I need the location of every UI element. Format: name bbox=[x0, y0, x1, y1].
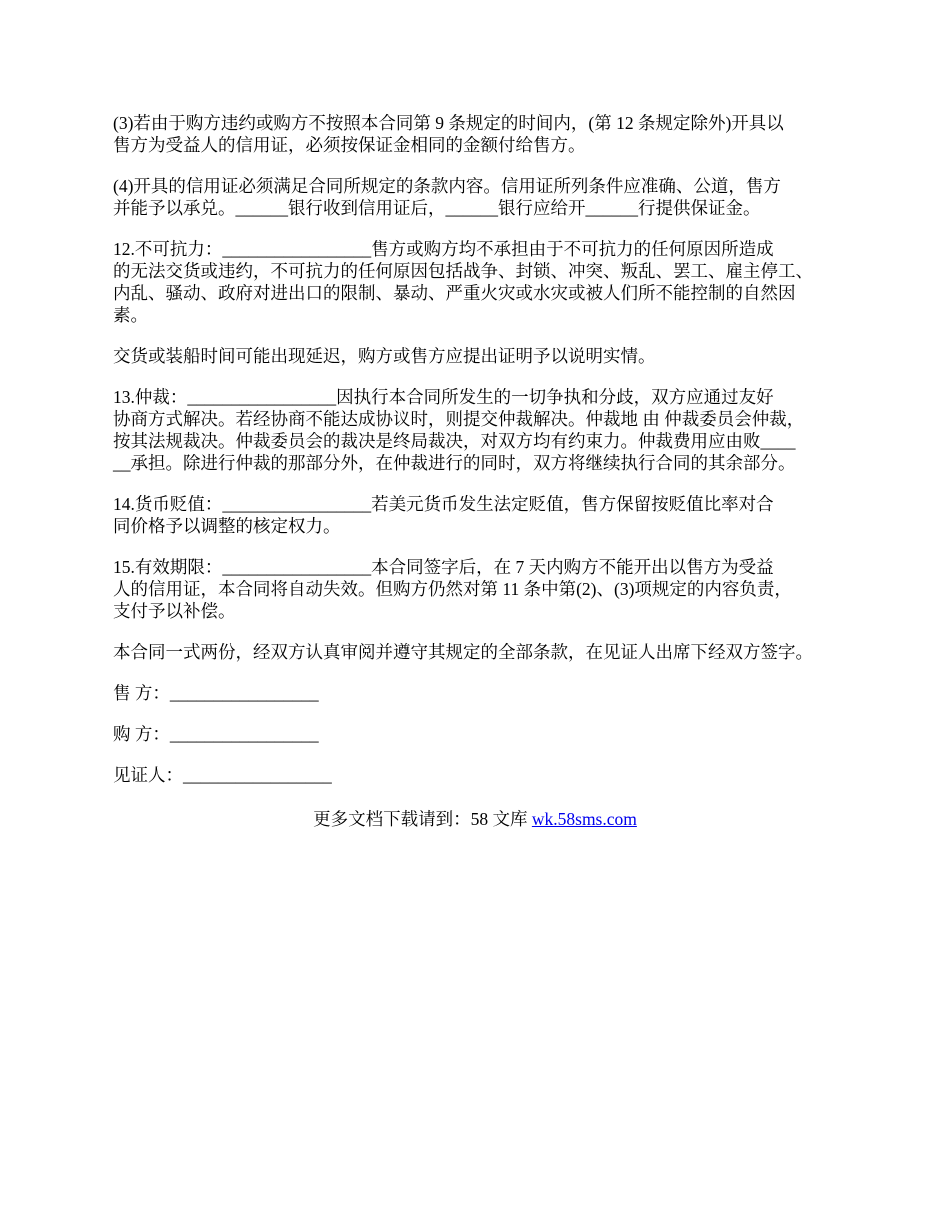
clause-11-item-3 bbox=[113, 112, 853, 156]
text-line: 14.货币贬值：_________________若美元货币发生法定贬值，售方保留按贬值比率对合 bbox=[113, 494, 774, 514]
clause-14-currency bbox=[113, 493, 853, 537]
text-line: 协商方式解决。若经协商不能达成协议时，则提交仲裁解决。仲裁地 由 仲裁委员会仲裁， bbox=[113, 409, 805, 429]
clause-15-validity bbox=[113, 556, 853, 622]
footer bbox=[0, 808, 950, 830]
text-line: 内乱、骚动、政府对进出口的限制、暴动、严重火灾或水灾或被人们所不能控制的自然因 bbox=[113, 283, 796, 303]
text-line: (3)若由于购方违约或购方不按照本合同第 9 条规定的时间内，(第 12 条规定除外)开具以 bbox=[113, 113, 784, 133]
clause-13-arbitration bbox=[113, 386, 853, 474]
buyer-signature: 购 方：_________________ bbox=[113, 724, 319, 744]
text-line: 本合同一式两份，经双方认真审阅并遵守其规定的全部条款，在见证人出席下经双方签字。 bbox=[113, 642, 813, 662]
document-body bbox=[113, 112, 853, 805]
text-line: __承担。除进行仲裁的那部分外，在仲裁进行的同时，双方将继续执行合同的其余部分。 bbox=[113, 453, 796, 473]
text-line: 支付予以补偿。 bbox=[113, 601, 236, 621]
seller-signature: 售 方：_________________ bbox=[113, 683, 319, 703]
text-line: 交货或装船时间可能出现延迟，购方或售方应提出证明予以说明实情。 bbox=[113, 346, 656, 366]
text-line: 12.不可抗力：_________________售方或购方均不承担由于不可抗力的任何原因所造成 bbox=[113, 239, 774, 259]
footer-text: 更多文档下载请到：58 文库 bbox=[313, 809, 532, 829]
clause-12-force-majeure bbox=[113, 238, 853, 326]
text-line: 的无法交货或违约，不可抗力的任何原因包括战争、封锁、冲突、叛乱、罢工、雇主停工、 bbox=[113, 261, 813, 281]
text-line: 人的信用证，本合同将自动失效。但购方仍然对第 11 条中第(2)、(3)项规定的内容负责， bbox=[113, 579, 792, 599]
witness-signature: 见证人：_________________ bbox=[113, 765, 332, 785]
delay-note bbox=[113, 345, 853, 367]
text-line: 售方为受益人的信用证，必须按保证金相同的金额付给售方。 bbox=[113, 135, 586, 155]
text-line: 素。 bbox=[113, 305, 148, 325]
closing-statement bbox=[113, 641, 853, 663]
text-line: 同价格予以调整的核定权力。 bbox=[113, 516, 341, 536]
text-line: (4)开具的信用证必须满足合同所规定的条款内容。信用证所列条件应准确、公道，售方 bbox=[113, 176, 781, 196]
text-line: 15.有效期限：_________________本合同签字后，在 7 天内购方不能开出以售方为受益 bbox=[113, 557, 774, 577]
footer-link[interactable]: wk.58sms.com bbox=[531, 809, 637, 829]
text-line: 并能予以承兑。______银行收到信用证后，______银行应给开______行提供保证金。 bbox=[113, 198, 761, 218]
text-line: 按其法规裁决。仲裁委员会的裁决是终局裁决，对双方均有约束力。仲裁费用应由败____ bbox=[113, 431, 796, 451]
text-line: 13.仲裁：_________________因执行本合同所发生的一切争执和分歧，双方应通过友好 bbox=[113, 387, 774, 407]
clause-11-item-4 bbox=[113, 175, 853, 219]
